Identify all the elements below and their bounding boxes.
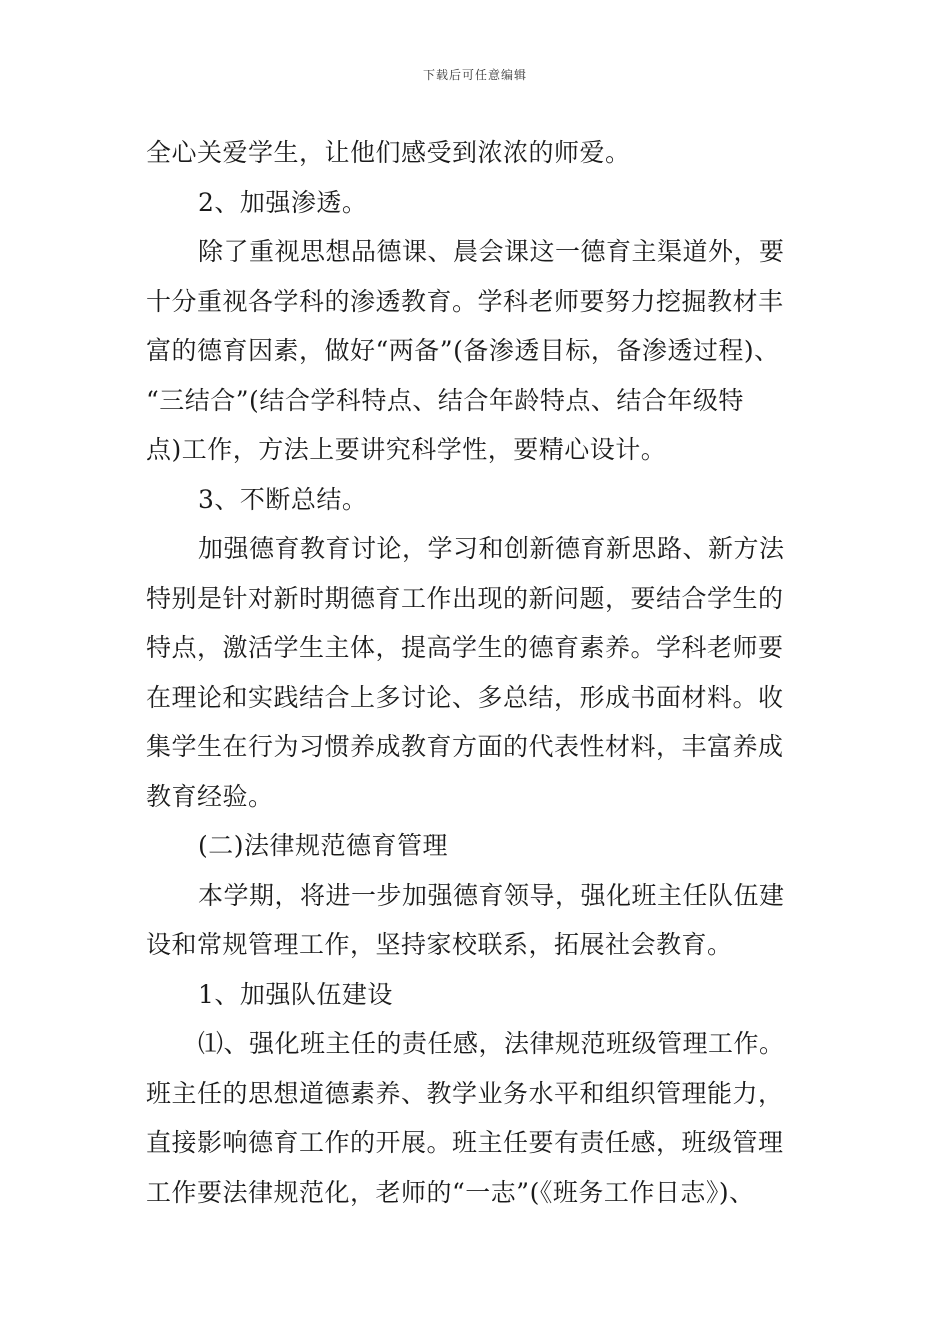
text-line: 点)工作，方法上要讲究科学性，要精心设计。	[146, 435, 667, 464]
text-line: 设和常规管理工作，坚持家校联系，拓展社会教育。	[146, 930, 733, 959]
paragraph-start: 本学期，将进一步加强德育领导，强化班主任队伍建	[198, 880, 785, 910]
text-line: 班主任的思想道德素养、教学业务水平和组织管理能力，	[146, 1078, 784, 1108]
text-line: “三结合”(结合学科特点、结合年龄特点、结合年级特	[146, 385, 744, 415]
text-line: 在理论和实践结合上多讨论、多总结，形成书面材料。收	[146, 682, 784, 712]
text-line: 教育经验。	[146, 781, 274, 811]
section-heading: (二)法律规范德育管理	[198, 831, 449, 860]
text-line: 富的德育因素，做好“两备”(备渗透目标，备渗透过程)、	[146, 336, 780, 365]
text-line: 特别是针对新时期德育工作出现的新问题，要结合学生的	[146, 583, 784, 613]
paragraph-start: 加强德育教育讨论，学习和创新德育新思路、新方法	[198, 534, 785, 563]
page-header-note: 下载后可任意编辑	[422, 68, 527, 82]
text-line: 十分重视各学科的渗透教育。学科老师要努力挖掘教材丰	[146, 286, 784, 316]
section-heading: 3、不断总结。	[198, 484, 368, 514]
section-heading: 1、加强队伍建设	[198, 979, 393, 1009]
text-line: 工作要法律规范化，老师的“一志”(《班务工作日志》)、	[146, 1177, 755, 1207]
text-line: 全心关爱学生，让他们感受到浓浓的师爱。	[146, 138, 631, 167]
paragraph-start: 除了重视思想品德课、晨会课这一德育主渠道外，要	[198, 237, 785, 266]
document-body	[146, 128, 818, 1217]
text-line: 集学生在行为习惯养成教育方面的代表性材料，丰富养成	[146, 732, 784, 761]
section-heading: 2、加强渗透。	[198, 187, 368, 217]
paragraph-start: ⑴、强化班主任的责任感，法律规范班级管理工作。	[198, 1029, 785, 1058]
text-line: 直接影响德育工作的开展。班主任要有责任感，班级管理	[146, 1128, 784, 1157]
text-line: 特点，激活学生主体，提高学生的德育素养。学科老师要	[146, 633, 784, 662]
